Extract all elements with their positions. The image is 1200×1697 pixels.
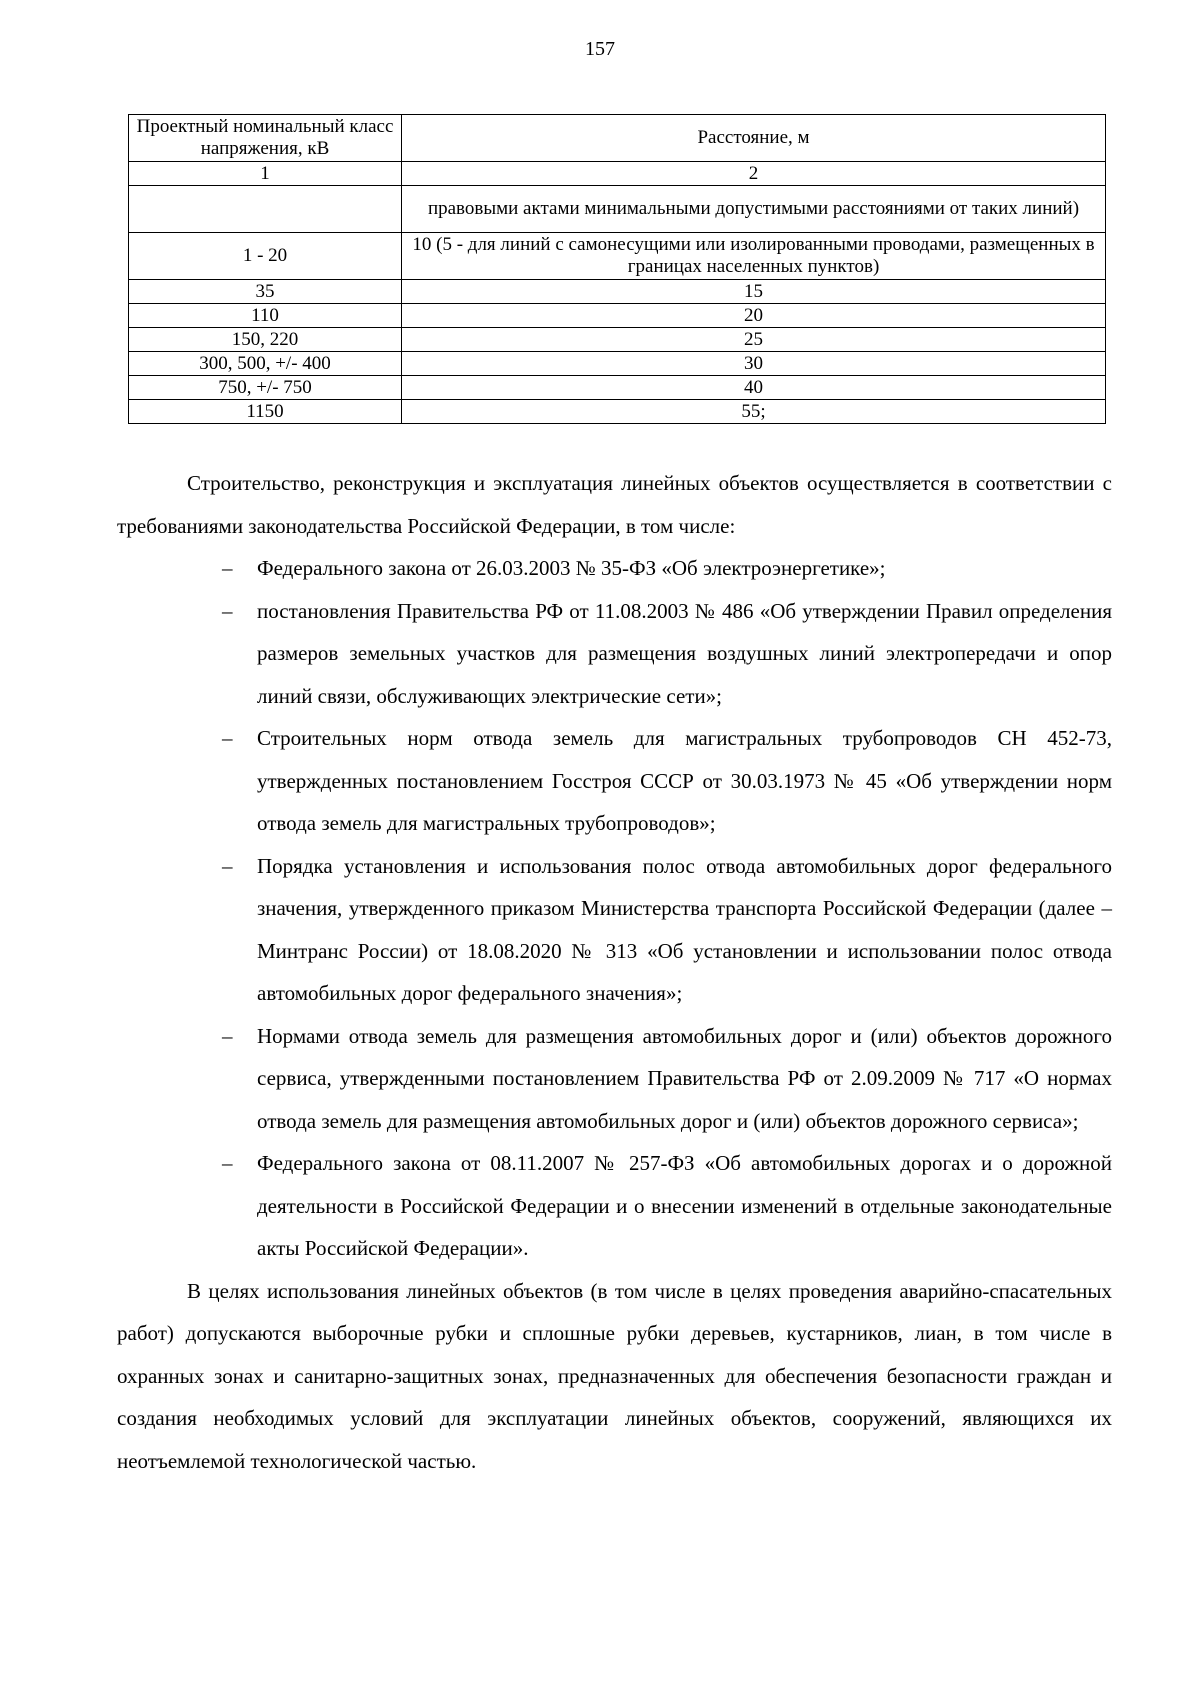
list-item <box>117 845 1112 1015</box>
list-item <box>117 590 1112 718</box>
table-row <box>129 352 1106 376</box>
dash-bullet: – <box>222 1151 233 1175</box>
list-item-text: постановления Правительства РФ от 11.08.2003 № 486 «Об утверждении Правил определения размеров земельных участков для размещения воздушных линий электропередачи и опор линий связи, обслуживающих электрические сети»; <box>257 598 1112 708</box>
table-cell: 1 - 20 <box>129 233 402 280</box>
table-row <box>129 233 1106 280</box>
table-row <box>129 186 1106 233</box>
dash-bullet: – <box>222 726 233 750</box>
table-row <box>129 400 1106 424</box>
table-header-cell: Проектный номинальный класс напряжения, кВ <box>129 115 402 162</box>
table-header-cell: Расстояние, м <box>402 115 1106 162</box>
list-item-text: Нормами отвода земель для размещения автомобильных дорог и (или) объектов дорожного сервиса, утвержденными постановлением Правительства РФ от 2.09.2009 № 717 «О нормах отвода земель для размещения автомобильных дорог и (или) объектов дорожного сервиса»; <box>257 1023 1112 1133</box>
list-item-text: Федерального закона от 26.03.2003 № 35-ФЗ «Об электроэнергетике»; <box>257 556 886 580</box>
distance-table <box>128 114 1106 424</box>
table-cell: правовыми актами минимальными допустимыми расстояниями от таких линий) <box>402 186 1106 233</box>
list-item <box>117 1015 1112 1143</box>
table-cell: 10 (5 - для линий с самонесущими или изолированными проводами, размещенных в границах населенных пунктов) <box>402 233 1106 280</box>
list-item <box>117 1142 1112 1270</box>
table-cell: 750, +/- 750 <box>129 376 402 400</box>
table-row <box>129 304 1106 328</box>
dash-bullet: – <box>222 1023 233 1048</box>
table-row <box>129 376 1106 400</box>
table-cell: 110 <box>129 304 402 328</box>
table-cell: 40 <box>402 376 1106 400</box>
page-number: 157 <box>585 38 615 60</box>
table-cell: 150, 220 <box>129 328 402 352</box>
table-cell: 20 <box>402 304 1106 328</box>
list-item-text: Порядка установления и использования полос отвода автомобильных дорог федерального значения, утвержденного приказом Министерства транспорта Российской Федерации (далее – Минтранс России) от 18.08.2020 № 313 «Об установлении и использовании полос отвода автомобильных дорог федерального значения»; <box>257 853 1112 1005</box>
table-column-number-row <box>129 162 1106 186</box>
table-cell: 300, 500, +/- 400 <box>129 352 402 376</box>
intro-paragraph: Строительство, реконструкция и эксплуатация линейных объектов осуществляется в соответствии с требованиями законодательства Российской Федерации, в том числе: <box>117 471 1112 538</box>
table-cell: 2 <box>402 162 1106 186</box>
table-cell: 55; <box>402 400 1106 424</box>
list-item <box>117 547 1112 590</box>
table-cell: 1150 <box>129 400 402 424</box>
table-row <box>129 280 1106 304</box>
table-cell: 25 <box>402 328 1106 352</box>
regulations-list <box>117 547 1112 1270</box>
table-row <box>129 328 1106 352</box>
list-item-text: Федерального закона от 08.11.2007 № 257-ФЗ «Об автомобильных дорогах и о дорожной деятельности в Российской Федерации и о внесении изменений в отдельные законодательные акты Российской Федерации». <box>257 1151 1112 1260</box>
table-cell: 15 <box>402 280 1106 304</box>
list-item <box>117 717 1112 845</box>
table-cell: 30 <box>402 352 1106 376</box>
document-body <box>117 462 1112 1482</box>
table-cell <box>129 186 402 233</box>
table-cell: 1 <box>129 162 402 186</box>
dash-bullet: – <box>222 598 233 623</box>
dash-bullet: – <box>222 853 233 878</box>
list-item-text: Строительных норм отвода земель для магистральных трубопроводов СН 452-73, утвержденных постановлением Госстроя СССР от 30.03.1973 № 45 «Об утверждении норм отвода земель для магистральных трубопроводов»; <box>257 726 1112 835</box>
closing-paragraph: В целях использования линейных объектов (в том числе в целях проведения аварийно-спасательных работ) допускаются выборочные рубки и сплошные рубки деревьев, кустарников, лиан, в том числе в охранных зонах и санитарно-защитных зонах, предназначенных для обеспечения безопасности граждан и создания необходимых условий для эксплуатации линейных объектов, сооружений, являющихся их неотъемлемой технологической частью. <box>117 1278 1112 1473</box>
table-cell: 35 <box>129 280 402 304</box>
dash-bullet: – <box>222 556 233 580</box>
table-header-row <box>129 115 1106 162</box>
